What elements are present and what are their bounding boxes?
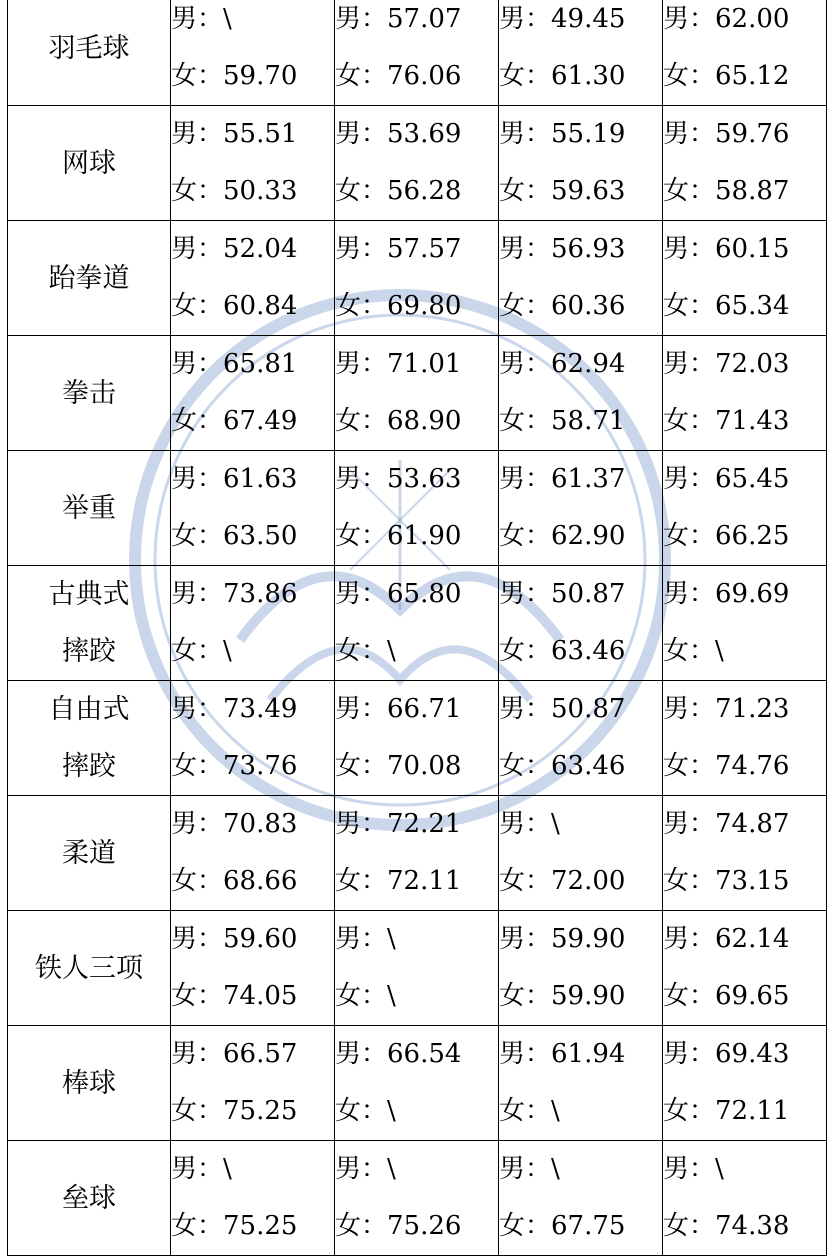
event-name-cell [8, 451, 171, 566]
score-cell [171, 566, 335, 681]
score-cell [335, 911, 499, 1026]
female-score: 女：65.34 [663, 291, 790, 321]
score-cell [663, 1141, 827, 1256]
score-cell [499, 796, 663, 911]
score-cell [335, 1141, 499, 1256]
female-score: 女：74.76 [663, 751, 790, 781]
table-row [8, 796, 827, 911]
male-score: 男：59.76 [663, 119, 790, 149]
male-score: 男：65.80 [335, 579, 462, 609]
event-name-cell [8, 681, 171, 796]
female-score: 女：61.30 [499, 61, 626, 91]
male-score: 男：61.37 [499, 464, 626, 494]
male-score: 男：72.03 [663, 349, 790, 379]
score-cell [335, 796, 499, 911]
event-name: 自由式 [48, 694, 130, 725]
score-cell [499, 0, 663, 106]
female-score: 女：72.11 [335, 866, 462, 896]
event-name-cell [8, 1141, 171, 1256]
score-cell [663, 911, 827, 1026]
male-score: 男：59.60 [171, 924, 298, 954]
event-name-cell [8, 221, 171, 336]
score-cell [171, 1026, 335, 1141]
table-row [8, 0, 827, 106]
table-row [8, 566, 827, 681]
female-score: 女：75.25 [171, 1211, 298, 1241]
male-score: 男：\ [171, 4, 232, 34]
female-score: 女：58.71 [499, 406, 626, 436]
female-score: 女：71.43 [663, 406, 790, 436]
score-cell [499, 911, 663, 1026]
event-name: 柔道 [62, 837, 116, 869]
score-cell [499, 451, 663, 566]
female-score: 女：63.46 [499, 751, 626, 781]
male-score: 男：65.45 [663, 464, 790, 494]
male-score: 男：50.87 [499, 694, 626, 724]
event-name: 古典式 [48, 579, 130, 610]
female-score: 女：66.25 [663, 521, 790, 551]
male-score: 男：52.04 [171, 234, 298, 264]
female-score: 女：\ [335, 636, 396, 666]
female-score: 女：56.28 [335, 176, 462, 206]
table-row [8, 221, 827, 336]
male-score: 男：53.63 [335, 464, 462, 494]
male-score: 男：\ [335, 924, 396, 954]
score-cell [499, 336, 663, 451]
event-name-cell [8, 336, 171, 451]
score-cell [663, 681, 827, 796]
score-cell [499, 221, 663, 336]
score-cell [663, 1026, 827, 1141]
female-score: 女：\ [663, 636, 724, 666]
male-score: 男：62.00 [663, 4, 790, 34]
female-score: 女：69.65 [663, 981, 790, 1011]
female-score: 女：73.76 [171, 751, 298, 781]
male-score: 男：65.81 [171, 349, 298, 379]
male-score: 男：69.69 [663, 579, 790, 609]
female-score: 女：58.87 [663, 176, 790, 206]
score-cell [171, 681, 335, 796]
female-score: 女：70.08 [335, 751, 462, 781]
score-cell [499, 1026, 663, 1141]
score-cell [335, 451, 499, 566]
score-cell [335, 681, 499, 796]
score-cell [171, 106, 335, 221]
male-score: 男：\ [499, 1154, 560, 1184]
table-row [8, 911, 827, 1026]
score-cell [171, 796, 335, 911]
female-score: 女：59.70 [171, 61, 298, 91]
table-row [8, 336, 827, 451]
male-score: 男：\ [499, 809, 560, 839]
female-score: 女：72.11 [663, 1096, 790, 1126]
score-cell [663, 451, 827, 566]
event-name: 摔跤 [62, 751, 116, 782]
score-cell [499, 566, 663, 681]
score-cell [663, 336, 827, 451]
female-score: 女：\ [335, 981, 396, 1011]
event-name: 举重 [62, 492, 116, 524]
table-row [8, 1026, 827, 1141]
table-row [8, 681, 827, 796]
event-name: 羽毛球 [48, 32, 130, 64]
male-score: 男：71.23 [663, 694, 790, 724]
male-score: 男：55.51 [171, 119, 298, 149]
female-score: 女：76.06 [335, 61, 462, 91]
male-score: 男：57.07 [335, 4, 462, 34]
female-score: 女：62.90 [499, 521, 626, 551]
male-score: 男：49.45 [499, 4, 626, 34]
event-name-cell [8, 796, 171, 911]
male-score: 男：71.01 [335, 349, 462, 379]
event-name-cell [8, 911, 171, 1026]
score-cell [171, 451, 335, 566]
female-score: 女：\ [499, 1096, 560, 1126]
male-score: 男：55.19 [499, 119, 626, 149]
score-cell [663, 106, 827, 221]
female-score: 女：63.46 [499, 636, 626, 666]
score-cell [663, 0, 827, 106]
event-name-cell [8, 1026, 171, 1141]
male-score: 男：73.49 [171, 694, 298, 724]
female-score: 女：59.90 [499, 981, 626, 1011]
female-score: 女：65.12 [663, 61, 790, 91]
event-name-cell [8, 0, 171, 106]
male-score: 男：50.87 [499, 579, 626, 609]
male-score: 男：57.57 [335, 234, 462, 264]
event-name: 跆拳道 [48, 262, 130, 294]
event-name: 铁人三项 [35, 952, 143, 984]
male-score: 男：66.57 [171, 1039, 298, 1069]
male-score: 男：61.94 [499, 1039, 626, 1069]
score-table [7, 0, 827, 1256]
female-score: 女：60.36 [499, 291, 626, 321]
event-name-cell [8, 566, 171, 681]
event-name: 棒球 [62, 1067, 116, 1099]
score-cell [171, 0, 335, 106]
score-cell [499, 106, 663, 221]
score-cell [499, 1141, 663, 1256]
table-row [8, 451, 827, 566]
male-score: 男：73.86 [171, 579, 298, 609]
male-score: 男：59.90 [499, 924, 626, 954]
female-score: 女：68.66 [171, 866, 298, 896]
male-score: 男：\ [335, 1154, 396, 1184]
female-score: 女：60.84 [171, 291, 298, 321]
score-cell [335, 221, 499, 336]
male-score: 男：69.43 [663, 1039, 790, 1069]
score-cell [663, 796, 827, 911]
male-score: 男：70.83 [171, 809, 298, 839]
score-cell [171, 1141, 335, 1256]
male-score: 男：60.15 [663, 234, 790, 264]
female-score: 女：67.49 [171, 406, 298, 436]
male-score: 男：53.69 [335, 119, 462, 149]
female-score: 女：61.90 [335, 521, 462, 551]
female-score: 女：\ [335, 1096, 396, 1126]
female-score: 女：59.63 [499, 176, 626, 206]
score-cell [663, 566, 827, 681]
score-cell [171, 221, 335, 336]
male-score: 男：56.93 [499, 234, 626, 264]
score-cell [663, 221, 827, 336]
score-cell [335, 0, 499, 106]
female-score: 女：75.26 [335, 1211, 462, 1241]
female-score: 女：68.90 [335, 406, 462, 436]
male-score: 男：62.14 [663, 924, 790, 954]
score-cell [335, 336, 499, 451]
female-score: 女：73.15 [663, 866, 790, 896]
male-score: 男：\ [171, 1154, 232, 1184]
male-score: 男：66.71 [335, 694, 462, 724]
score-cell [335, 106, 499, 221]
event-name: 拳击 [62, 377, 116, 409]
male-score: 男：74.87 [663, 809, 790, 839]
male-score: 男：62.94 [499, 349, 626, 379]
score-cell [171, 911, 335, 1026]
female-score: 女：50.33 [171, 176, 298, 206]
table-row [8, 1141, 827, 1256]
female-score: 女：72.00 [499, 866, 626, 896]
event-name: 垒球 [62, 1182, 116, 1214]
male-score: 男：\ [663, 1154, 724, 1184]
table-row [8, 106, 827, 221]
score-cell [499, 681, 663, 796]
event-name: 摔跤 [62, 636, 116, 667]
female-score: 女：75.25 [171, 1096, 298, 1126]
score-cell [171, 336, 335, 451]
female-score: 女：63.50 [171, 521, 298, 551]
female-score: 女：69.80 [335, 291, 462, 321]
male-score: 男：72.21 [335, 809, 462, 839]
score-cell [335, 566, 499, 681]
event-name: 网球 [62, 147, 116, 179]
score-cell [335, 1026, 499, 1141]
female-score: 女：67.75 [499, 1211, 626, 1241]
event-name-cell [8, 106, 171, 221]
male-score: 男：66.54 [335, 1039, 462, 1069]
male-score: 男：61.63 [171, 464, 298, 494]
female-score: 女：74.38 [663, 1211, 790, 1241]
female-score: 女：\ [171, 636, 232, 666]
female-score: 女：74.05 [171, 981, 298, 1011]
